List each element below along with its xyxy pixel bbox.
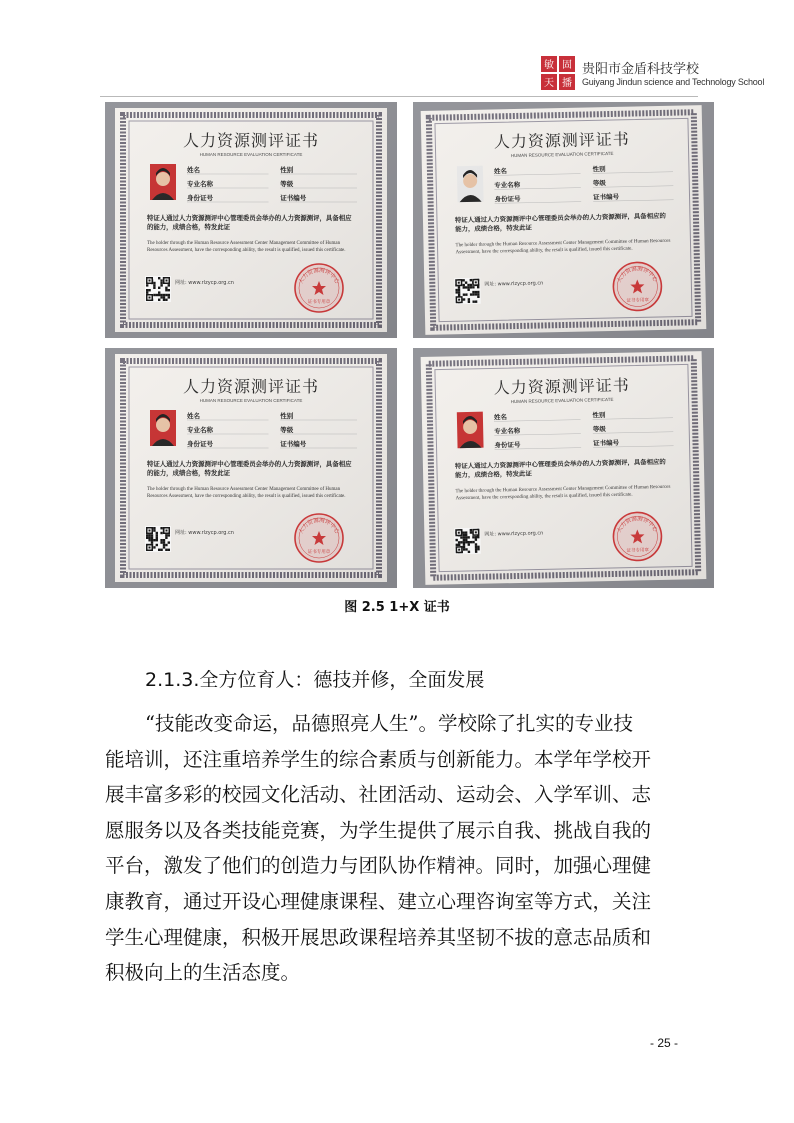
page-header (100, 52, 765, 97)
logo-char: 天 (544, 78, 554, 89)
figure-caption: 图 2.5 1+X 证书 (344, 600, 450, 615)
paragraph-line: “技能改变命运，品德照亮人生”。学校除了扎实的专业技 (145, 712, 633, 735)
paragraph-line: 平台，激发了他们的创造力与团队协作精神。同时，加强心理健 (105, 854, 652, 878)
paragraph-line: 积极向上的生活态度。 (105, 961, 301, 985)
page-number: - 25 - (650, 1036, 679, 1050)
paragraph-line: 展丰富多彩的校园文化活动、社团活动、运动会、入学军训、志 (105, 783, 652, 807)
certificate-photo (105, 348, 397, 588)
school-logo (541, 56, 575, 90)
logo-char: 播 (562, 78, 572, 89)
paragraph-line: 能培训，还注重培养学生的综合素质与创新能力。本学年学校开 (105, 747, 652, 771)
paragraph-line: 学生心理健康，积极开展思政课程培养其坚韧不拔的意志品质和 (105, 925, 652, 949)
section-heading: 2.1.3.全方位育人：德技并修，全面发展 (145, 669, 485, 691)
body-paragraph (105, 706, 697, 991)
certificate-photo (105, 102, 397, 338)
certificate-photo (413, 102, 714, 338)
school-name-cn: 贵阳市金盾科技学校 (582, 62, 700, 77)
school-name-en: Guiyang Jindun science and Technology School (582, 77, 765, 87)
paragraph-line: 愿服务以及各类技能竞赛，为学生提供了展示自我、挑战自我的 (105, 818, 652, 842)
logo-char: 敏 (544, 60, 554, 71)
logo-char: 固 (562, 60, 572, 71)
certificate-photo (413, 348, 714, 588)
paragraph-line: 康教育，通过开设心理健康课程、建立心理咨询室等方式，关注 (105, 889, 652, 913)
